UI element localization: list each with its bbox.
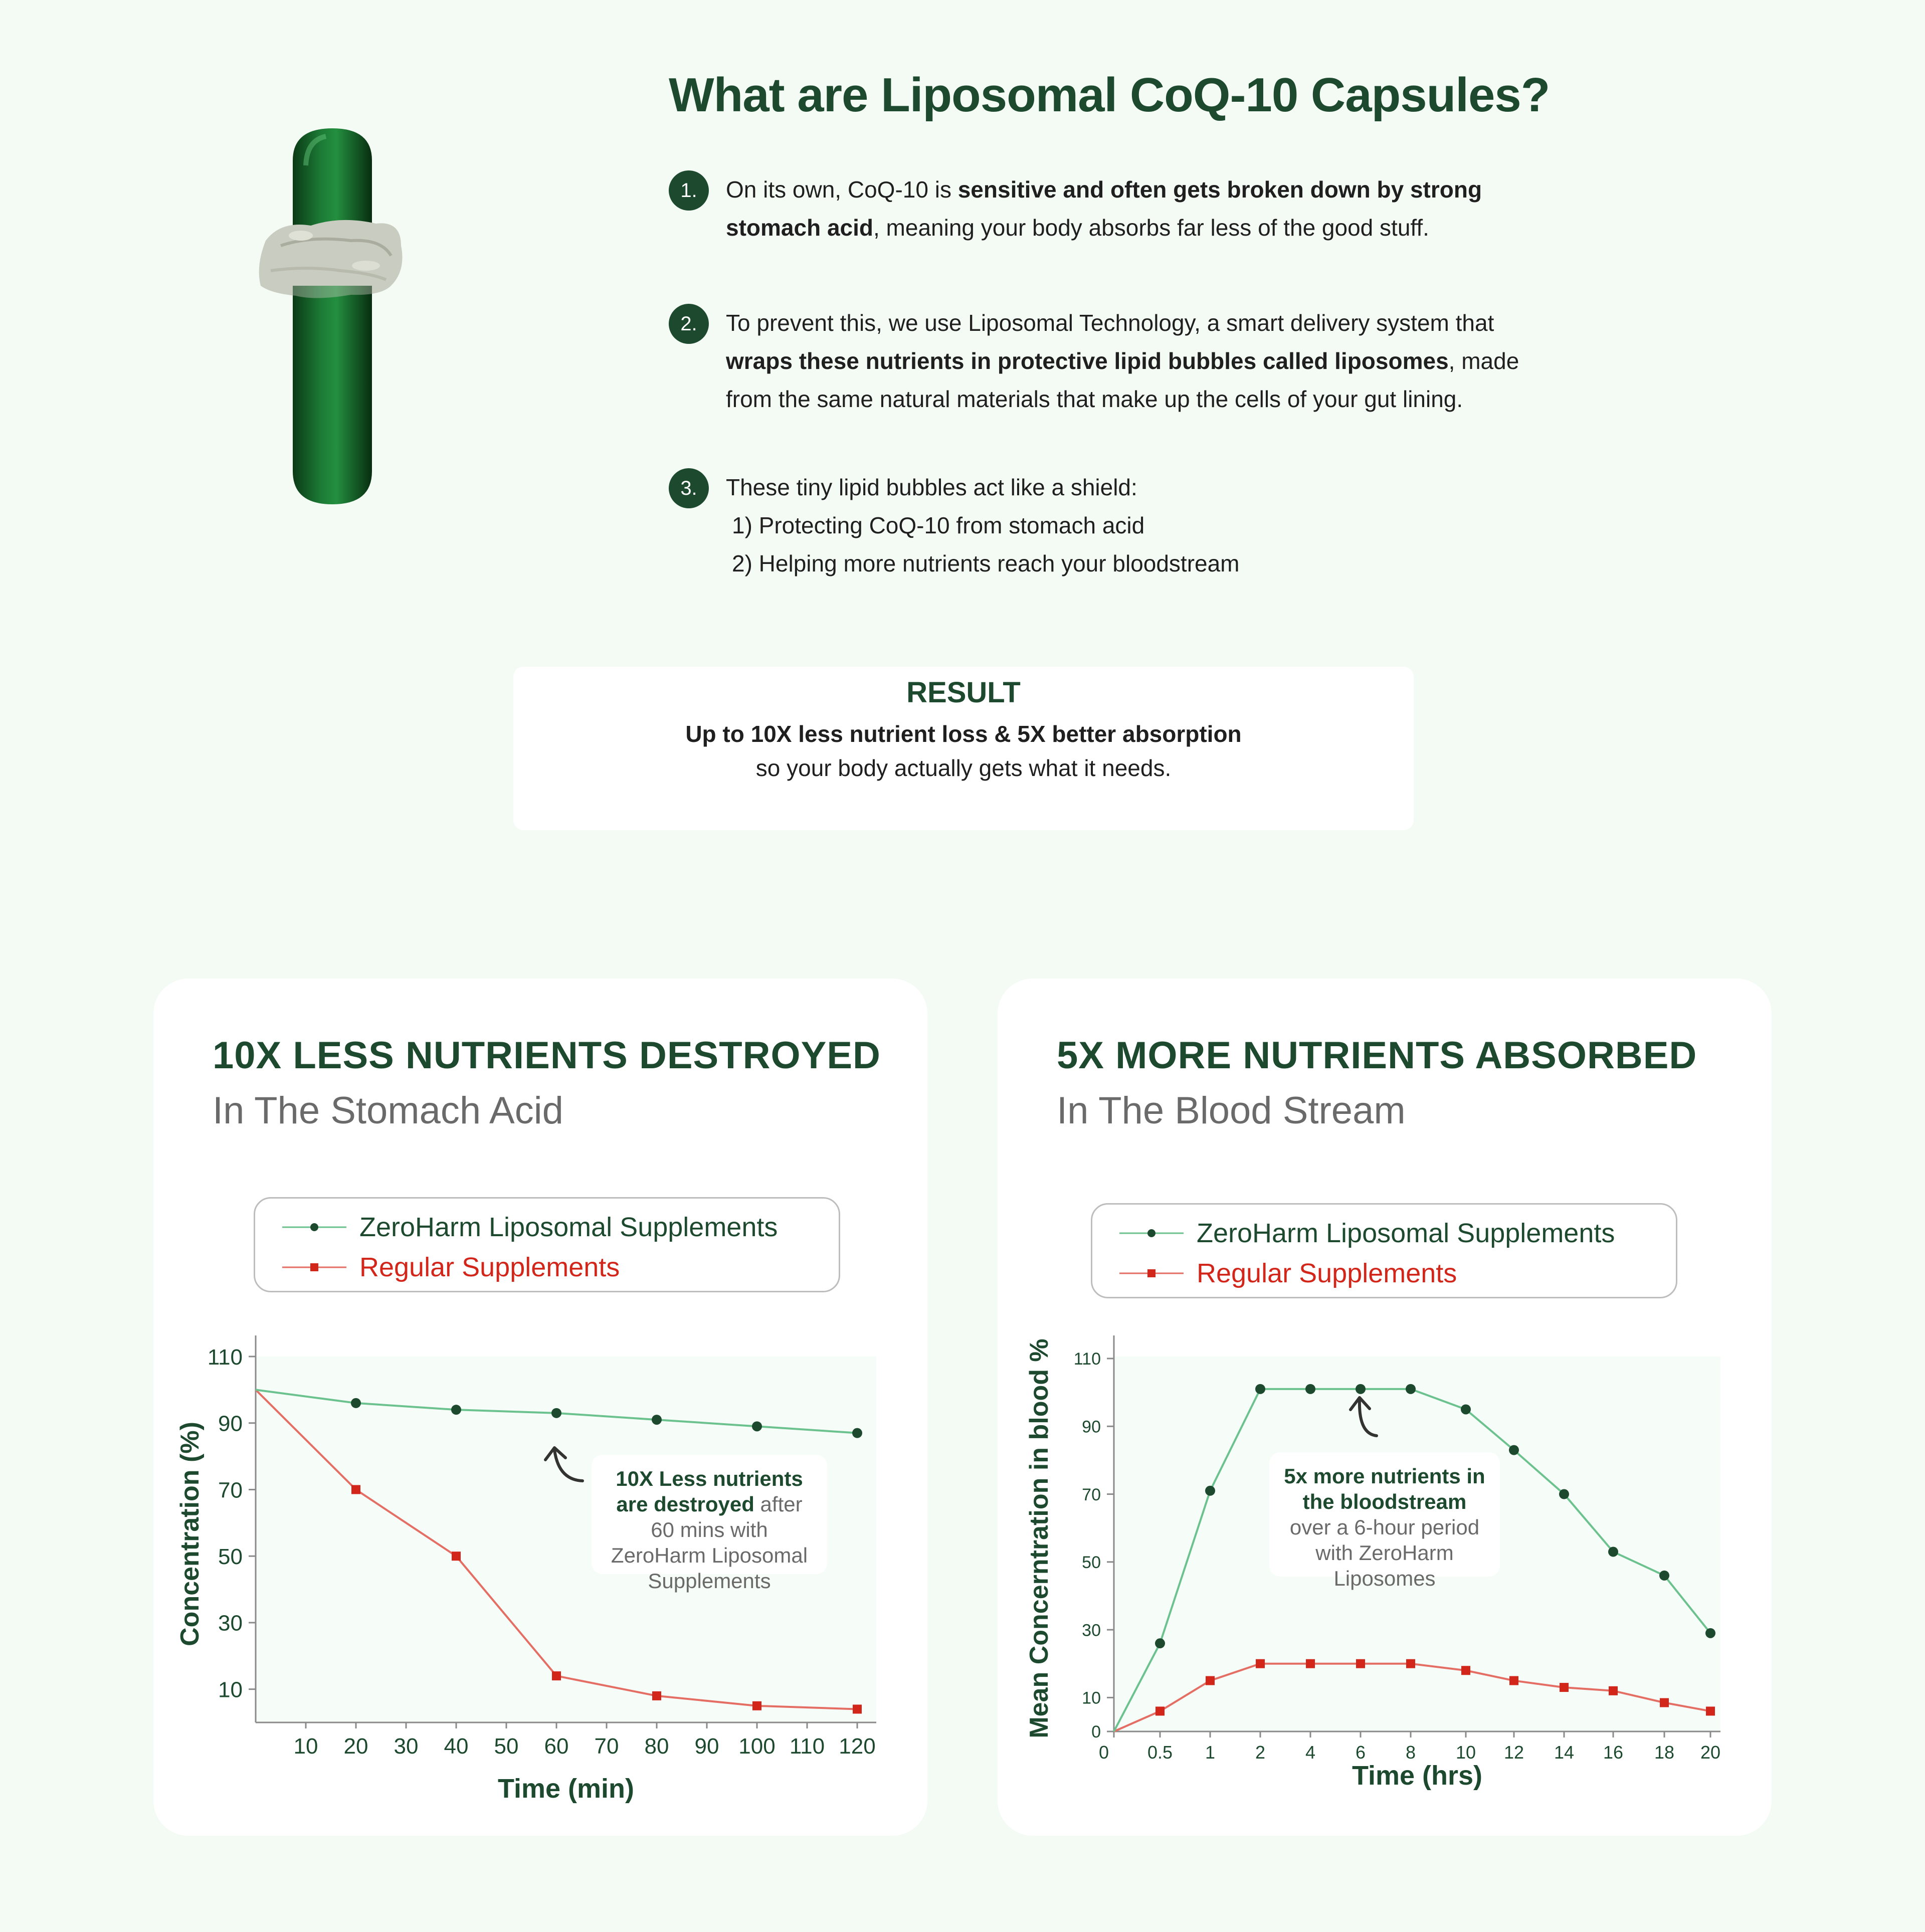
y-tick-label: 50 (218, 1544, 243, 1570)
step-text (726, 468, 1578, 583)
text-segment: On its own, CoQ-10 is (726, 176, 958, 203)
y-axis-label: Concentration (%) (175, 1422, 205, 1646)
x-tick-label: 50 (494, 1734, 519, 1759)
data-point-zeroharm (1608, 1547, 1618, 1557)
x-tick-label: 18 (1654, 1742, 1675, 1763)
callout-text: Supplements (648, 1569, 771, 1593)
x-tick-label: 30 (394, 1734, 419, 1759)
data-point-regular (853, 1704, 862, 1713)
data-point-regular (452, 1552, 461, 1561)
x-tick-label: 20 (1700, 1742, 1721, 1763)
line-chart-blood (998, 979, 1772, 1836)
text-line: 1) Protecting CoQ-10 from stomach acid (732, 512, 1145, 538)
text-line: from the same natural materials that make up the cells of your gut lining. (726, 386, 1463, 412)
data-point-regular (1660, 1698, 1669, 1707)
x-tick-label: 16 (1603, 1742, 1624, 1763)
step-3 (669, 468, 1591, 584)
y-tick-label: 10 (1082, 1688, 1101, 1708)
text-line: These tiny lipid bubbles act like a shield: (726, 474, 1137, 500)
step-number-badge: 1. (669, 170, 709, 211)
y-tick-label: 110 (1073, 1349, 1101, 1369)
x-tick-label: 20 (343, 1734, 368, 1759)
step-number-badge: 2. (669, 304, 709, 344)
data-point-zeroharm (551, 1408, 561, 1418)
data-point-regular (1509, 1676, 1518, 1685)
data-point-regular (752, 1701, 761, 1710)
x-tick-label: 12 (1503, 1742, 1524, 1763)
y-tick-label: 70 (1082, 1485, 1101, 1504)
callout-text: ZeroHarm Liposomal (611, 1543, 808, 1567)
x-tick-label: 90 (694, 1734, 719, 1759)
y-tick-label: 0 (1091, 1722, 1101, 1742)
y-tick-label: 10 (218, 1677, 243, 1702)
data-point-zeroharm (1255, 1384, 1265, 1394)
data-point-regular (1156, 1706, 1165, 1715)
result-card (513, 667, 1414, 830)
y-tick-label: 30 (1082, 1621, 1101, 1640)
line-chart-stomach (153, 979, 927, 1836)
data-point-regular (652, 1691, 661, 1700)
y-tick-label: 90 (1082, 1417, 1101, 1437)
chart-title: 10X LESS NUTRIENTS DESTROYED (213, 1034, 881, 1077)
data-point-zeroharm (652, 1415, 662, 1425)
data-point-zeroharm (1559, 1489, 1569, 1499)
data-point-zeroharm (351, 1398, 361, 1408)
step-text (726, 170, 1578, 247)
callout-text: with ZeroHarm (1315, 1541, 1454, 1565)
callout-bold-text: 10X Less nutrients (616, 1467, 803, 1490)
x-tick-label: 40 (444, 1734, 469, 1759)
x-tick-label: 14 (1554, 1742, 1575, 1763)
result-subline: so your body actually gets what it needs. (755, 755, 1172, 781)
x-tick-label: 100 (738, 1734, 776, 1759)
x-tick-label: 1 (1205, 1742, 1216, 1763)
data-point-regular (1306, 1659, 1315, 1668)
data-point-regular (1706, 1706, 1715, 1715)
text-line: To prevent this, we use Liposomal Technology, a smart delivery system that (726, 310, 1494, 336)
callout-bold-text: are destroyed (616, 1492, 760, 1516)
result-label: RESULT (906, 676, 1021, 709)
data-point-zeroharm (1509, 1445, 1519, 1455)
callout-text: after (760, 1492, 803, 1516)
callout-text: Liposomes (1333, 1567, 1436, 1590)
x-tick-label: 10 (1455, 1742, 1476, 1763)
data-point-zeroharm (1305, 1384, 1315, 1394)
step-1 (669, 170, 1591, 251)
y-tick-label: 110 (207, 1344, 243, 1370)
capsule-illustration (251, 120, 421, 511)
x-tick-label: 0.5 (1147, 1742, 1173, 1763)
step-2 (669, 304, 1591, 419)
data-point-zeroharm (1205, 1486, 1215, 1496)
text-segment: , meaning your body absorbs far less of the good stuff. (873, 215, 1429, 241)
step-text (726, 304, 1578, 418)
y-tick-label: 70 (218, 1478, 243, 1503)
x-tick-label: 8 (1405, 1742, 1416, 1763)
page-title: What are Liposomal CoQ-10 Capsules? (669, 68, 1550, 122)
data-point-zeroharm (1705, 1628, 1715, 1638)
data-point-zeroharm (451, 1405, 461, 1415)
data-point-regular (1406, 1659, 1415, 1668)
chart-card-stomach (153, 979, 927, 1836)
legend-label: ZeroHarm Liposomal Supplements (1197, 1218, 1615, 1248)
x-tick-label: 60 (544, 1734, 569, 1759)
data-point-zeroharm (1406, 1384, 1416, 1394)
callout-text (616, 1492, 802, 1516)
chart-subtitle: In The Stomach Acid (213, 1089, 563, 1132)
x-tick-label: 0 (1098, 1742, 1109, 1763)
text-bold-segment: stomach acid (726, 215, 873, 241)
data-point-zeroharm (852, 1428, 862, 1438)
data-point-zeroharm (1356, 1384, 1366, 1394)
x-tick-label: 2 (1255, 1742, 1266, 1763)
callout-text: over a 6-hour period (1289, 1515, 1480, 1539)
chart-subtitle: In The Blood Stream (1057, 1089, 1406, 1132)
data-point-regular (1461, 1666, 1470, 1675)
chart-title: 5X MORE NUTRIENTS ABSORBED (1057, 1034, 1697, 1077)
callout-bold-text: 5x more nutrients in (1284, 1464, 1485, 1488)
x-tick-label: 110 (789, 1734, 825, 1759)
y-axis-label: Mean Concerntration in blood % (1025, 1338, 1054, 1738)
data-point-zeroharm (1659, 1571, 1669, 1581)
step-number-badge: 3. (669, 468, 709, 508)
y-tick-label: 50 (1082, 1553, 1101, 1573)
callout-bold-text: the bloodstream (1302, 1490, 1467, 1513)
legend-label: Regular Supplements (359, 1252, 620, 1282)
y-tick-label: 90 (218, 1411, 243, 1436)
legend-label: ZeroHarm Liposomal Supplements (359, 1212, 778, 1242)
x-tick-label: 6 (1355, 1742, 1366, 1763)
result-headline: Up to 10X less nutrient loss & 5X better absorption (685, 721, 1242, 747)
x-tick-label: 4 (1305, 1742, 1316, 1763)
data-point-regular (1560, 1683, 1569, 1692)
data-point-zeroharm (1155, 1638, 1165, 1648)
data-point-zeroharm (1461, 1404, 1471, 1414)
y-tick-label: 30 (218, 1611, 243, 1636)
x-tick-label: 120 (839, 1734, 876, 1759)
data-point-zeroharm (752, 1421, 762, 1431)
text-line: 2) Helping more nutrients reach your bloodstream (732, 550, 1240, 576)
data-point-regular (351, 1485, 360, 1494)
x-axis-label: Time (min) (497, 1774, 635, 1804)
text-segment: , made (1448, 348, 1519, 374)
data-point-regular (552, 1671, 561, 1680)
x-tick-label: 70 (594, 1734, 619, 1759)
x-axis-label: Time (hrs) (1352, 1761, 1483, 1791)
data-point-regular (1256, 1659, 1265, 1668)
x-tick-label: 10 (293, 1734, 318, 1759)
text-bold-segment: wraps these nutrients in protective lipid bubbles called liposomes (726, 348, 1449, 374)
data-point-regular (1609, 1686, 1618, 1695)
data-point-regular (1356, 1659, 1365, 1668)
chart-card-blood (998, 979, 1772, 1836)
x-tick-label: 80 (644, 1734, 669, 1759)
text-bold-segment: sensitive and often gets broken down by strong (957, 176, 1482, 203)
callout-text: 60 mins with (651, 1518, 768, 1541)
legend-label: Regular Supplements (1197, 1258, 1457, 1288)
data-point-regular (1206, 1676, 1215, 1685)
